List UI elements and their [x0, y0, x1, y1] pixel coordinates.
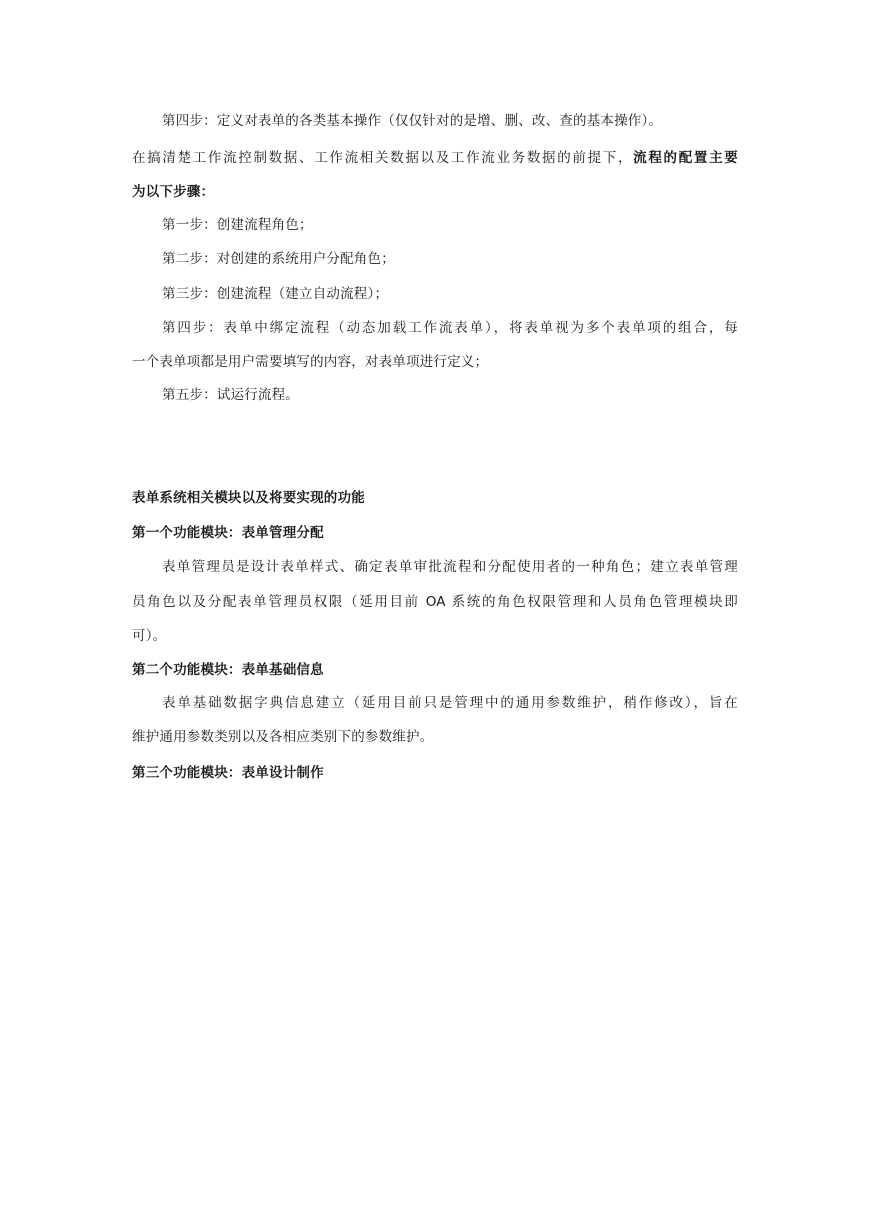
- module-2-heading: 第二个功能模块：表单基础信息: [132, 662, 324, 678]
- config-intro-plain: 在搞清楚工作流控制数据、工作流相关数据以及工作流业务数据的前提下，: [132, 150, 634, 166]
- step-4-line-2: 一个表单项都是用户需要填写的内容，对表单项进行定义；: [132, 354, 489, 370]
- module-3-heading: 第三个功能模块：表单设计制作: [132, 765, 324, 781]
- module-2-text-line-1: 表单基础数据字典信息建立（延用目前只是管理中的通用参数维护，稍作修改），旨在: [162, 695, 738, 711]
- step-2: 第二步：对创建的系统用户分配角色；: [162, 251, 395, 267]
- section-title: 表单系统相关模块以及将要实现的功能: [132, 490, 365, 506]
- step4-operations-text: 第四步：定义对表单的各类基本操作（仅仅针对的是增、删、改、查的基本操作）。: [162, 113, 663, 129]
- module-1-text-line-1: 表单管理员是设计表单样式、确定表单审批流程和分配使用者的一种角色；建立表单管理: [162, 559, 738, 575]
- step-3: 第三步：创建流程（建立自动流程）；: [162, 286, 389, 302]
- module-1-heading: 第一个功能模块：表单管理分配: [132, 525, 324, 541]
- step-5: 第五步：试运行流程。: [162, 387, 299, 403]
- config-intro-bold: 流程的配置主要: [633, 150, 738, 166]
- config-intro-line-1: [132, 148, 738, 168]
- module-1-text-line-2: 员角色以及分配表单管理员权限（延用目前 OA 系统的角色权限管理和人员角色管理模块即: [132, 594, 738, 610]
- step-1: 第一步：创建流程角色；: [162, 217, 313, 233]
- module-1-text-line-3: 可）。: [132, 628, 167, 644]
- module-2-text-line-2: 维护通用参数类别以及各相应类别下的参数维护。: [132, 729, 434, 745]
- config-intro-line-2: 为以下步骤：: [132, 184, 215, 200]
- step-4-line-1: 第四步：表单中绑定流程（动态加载工作流表单），将表单视为多个表单项的组合，每: [162, 320, 738, 336]
